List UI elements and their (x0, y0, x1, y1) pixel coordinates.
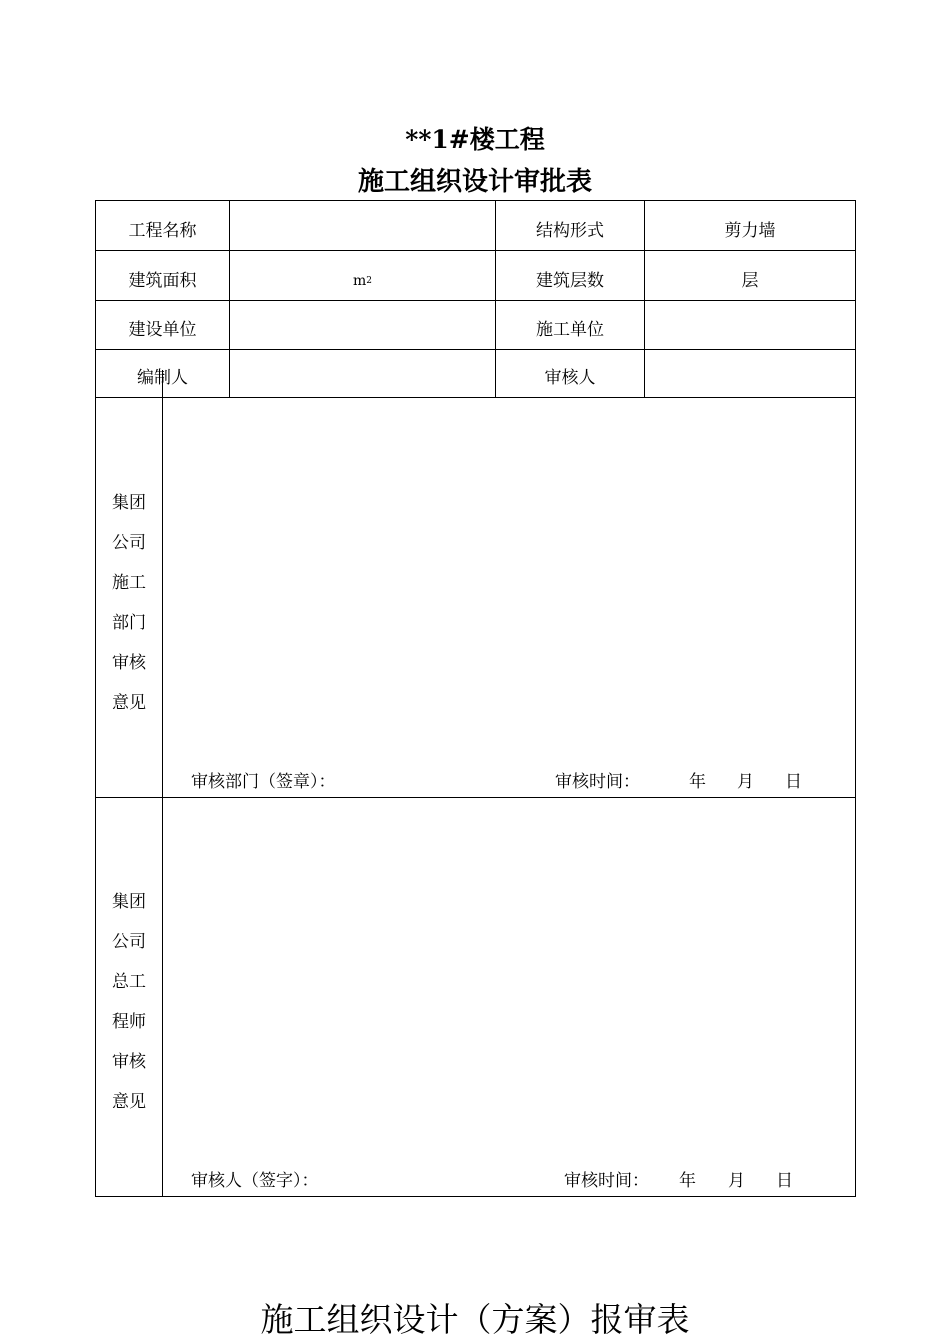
engineer-review-month: 月 (728, 1171, 745, 1191)
area-unit-superscript: 2 (366, 276, 372, 286)
dept-review-label-line: 部门 (112, 613, 146, 633)
contractor-field[interactable] (645, 310, 855, 350)
floors-unit: 层 (741, 271, 759, 291)
engineer-review-day: 日 (776, 1171, 793, 1191)
form-title: 施工组织设计审批表 (357, 167, 592, 197)
dept-sign-label: 审核部门（签章）： (191, 772, 336, 792)
building-area-label: 建筑面积 (128, 271, 197, 291)
engineer-review-label-line: 审核 (112, 1052, 146, 1072)
project-name-label: 工程名称 (128, 221, 197, 241)
dept-review-opinion-area[interactable] (163, 398, 855, 758)
dept-review-day: 日 (785, 772, 802, 792)
area-unit: m (352, 273, 367, 289)
dept-review-label-line: 意见 (112, 693, 146, 713)
floors-label: 建筑层数 (536, 271, 604, 291)
dept-review-label-line: 施工 (112, 573, 146, 593)
dept-review-label-line: 公司 (112, 533, 146, 553)
project-name-field[interactable] (230, 211, 495, 251)
engineer-review-time-label: 审核时间： (564, 1171, 649, 1191)
engineer-review-label-line: 集团 (112, 892, 146, 912)
table-border-right (855, 200, 856, 1197)
engineer-review-label-line: 意见 (112, 1092, 146, 1112)
engineer-sign-label: 审核人（签字）： (191, 1171, 319, 1191)
reviewer-label: 审核人 (544, 368, 596, 388)
engineer-review-label-line: 总工 (112, 972, 146, 992)
engineer-review-year: 年 (679, 1171, 696, 1191)
next-page-title: 施工组织设计（方案）报审表 (260, 1300, 690, 1339)
engineer-review-opinion-area[interactable] (163, 798, 855, 1158)
building-area-field[interactable] (230, 261, 495, 301)
floors-field[interactable] (645, 261, 855, 301)
structure-type-value[interactable]: 剪力墙 (724, 221, 776, 241)
dept-review-month: 月 (737, 772, 754, 792)
engineer-review-label-line: 公司 (112, 932, 146, 952)
dept-review-time-label: 审核时间： (555, 772, 640, 792)
reviewer-field[interactable] (645, 358, 855, 398)
dept-review-year: 年 (689, 772, 706, 792)
owner-label: 建设单位 (128, 320, 197, 340)
table-border-top (95, 200, 856, 201)
document-title: **1#楼工程 (405, 125, 545, 154)
engineer-review-label (100, 882, 158, 1122)
dept-review-label-line: 审核 (112, 653, 146, 673)
engineer-review-label-line: 程师 (112, 1012, 146, 1032)
contractor-label: 施工单位 (536, 320, 604, 340)
dept-review-label (100, 483, 158, 723)
author-field[interactable] (230, 358, 495, 398)
author-label: 编制人 (137, 368, 188, 388)
table-border-bottom (95, 1196, 856, 1197)
structure-type-label: 结构形式 (536, 221, 604, 241)
dept-review-label-line: 集团 (112, 493, 146, 513)
owner-field[interactable] (230, 310, 495, 350)
